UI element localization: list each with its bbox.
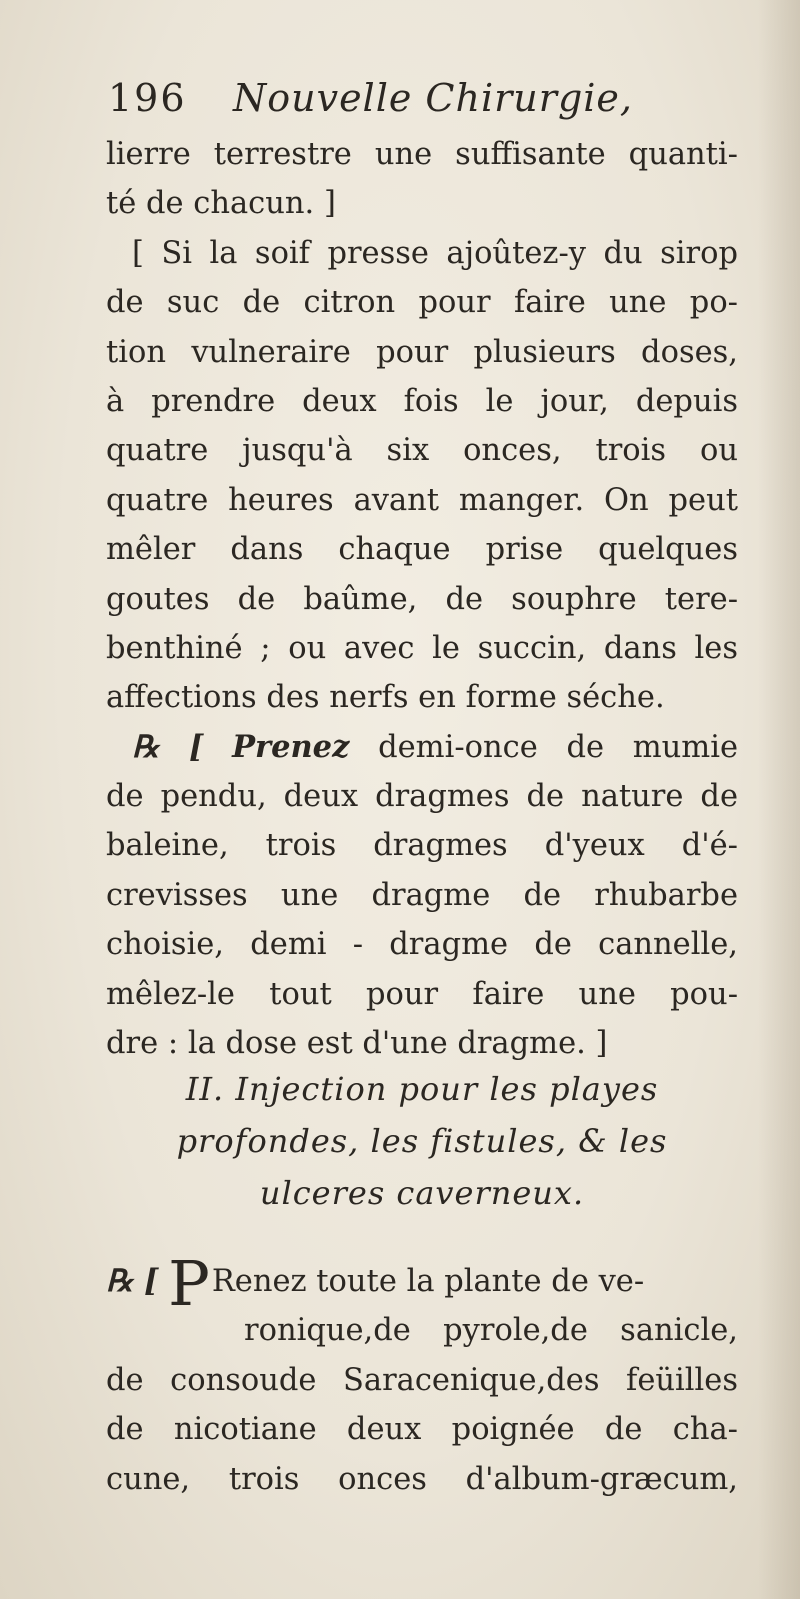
text-line: de suc de citron pour faire une po- xyxy=(106,285,738,321)
heading-line: profondes, les fistules, & les xyxy=(176,1122,668,1160)
recipe-paragraph xyxy=(106,1247,738,1504)
text-line: choisie, demi - dragme de cannelle, xyxy=(106,927,738,963)
text-line: à prendre deux fois le jour, depuis xyxy=(106,383,738,419)
text-line: quatre jusqu'à six onces, trois ou xyxy=(106,433,738,469)
page-header xyxy=(108,76,748,132)
text-line: tion vulneraire pour plusieurs doses, xyxy=(106,334,738,370)
heading-line: ulceres caverneux. xyxy=(259,1174,585,1212)
text-line: dre : la dose est d'une dragme. ] xyxy=(106,1026,608,1062)
text-line: mêler dans chaque prise quelques xyxy=(106,532,738,568)
text-line: lierre terrestre une suffisante quanti- xyxy=(106,137,738,172)
heading-line: II. Injection pour les playes xyxy=(185,1070,659,1108)
text-line: té de chacun. ] xyxy=(106,186,336,222)
text-fragment: demi-once de mumie xyxy=(378,729,738,765)
text-line: baleine, trois dragmes d'yeux d'é- xyxy=(106,828,738,864)
section-heading xyxy=(106,1063,738,1219)
running-title: Nouvelle Chirurgie, xyxy=(233,76,633,120)
text-line: ronique,de pyrole,de sanicle, xyxy=(244,1313,738,1349)
page-number: 196 xyxy=(108,76,187,120)
text-line: de nicotiane deux poignée de cha- xyxy=(106,1412,738,1448)
text-fragment: Renez toute la plante de ve- xyxy=(211,1264,645,1299)
text-line: quatre heures avant manger. On peut xyxy=(106,482,738,518)
text-line: [ Si la soif presse ajoûtez-y du sirop xyxy=(132,235,738,271)
text-line: de consoude Saracenique,des feüilles xyxy=(106,1362,738,1398)
recipe-first-line xyxy=(106,1247,738,1320)
drop-cap: P xyxy=(168,1247,210,1320)
recipe-symbol: ℞ [ xyxy=(106,1263,159,1299)
text-line: crevisses une dragme de rhubarbe xyxy=(106,877,738,913)
text-line: affections des nerfs en forme séche. xyxy=(106,680,665,716)
prescription-first-word: Prenez xyxy=(232,728,350,765)
prescription-line xyxy=(106,723,738,772)
text-line: goutes de baûme, de souphre tere- xyxy=(106,581,738,617)
body-text xyxy=(106,130,738,1068)
text-line: benthiné ; ou avec le succin, dans les xyxy=(106,630,738,666)
text-line: cune, trois onces d'album-græcum, xyxy=(106,1461,738,1497)
text-line: de pendu, deux dragmes de nature de xyxy=(106,779,738,815)
recipe-symbol: ℞ [ xyxy=(132,728,204,765)
text-line: mêlez-le tout pour faire une pou- xyxy=(106,976,738,1012)
